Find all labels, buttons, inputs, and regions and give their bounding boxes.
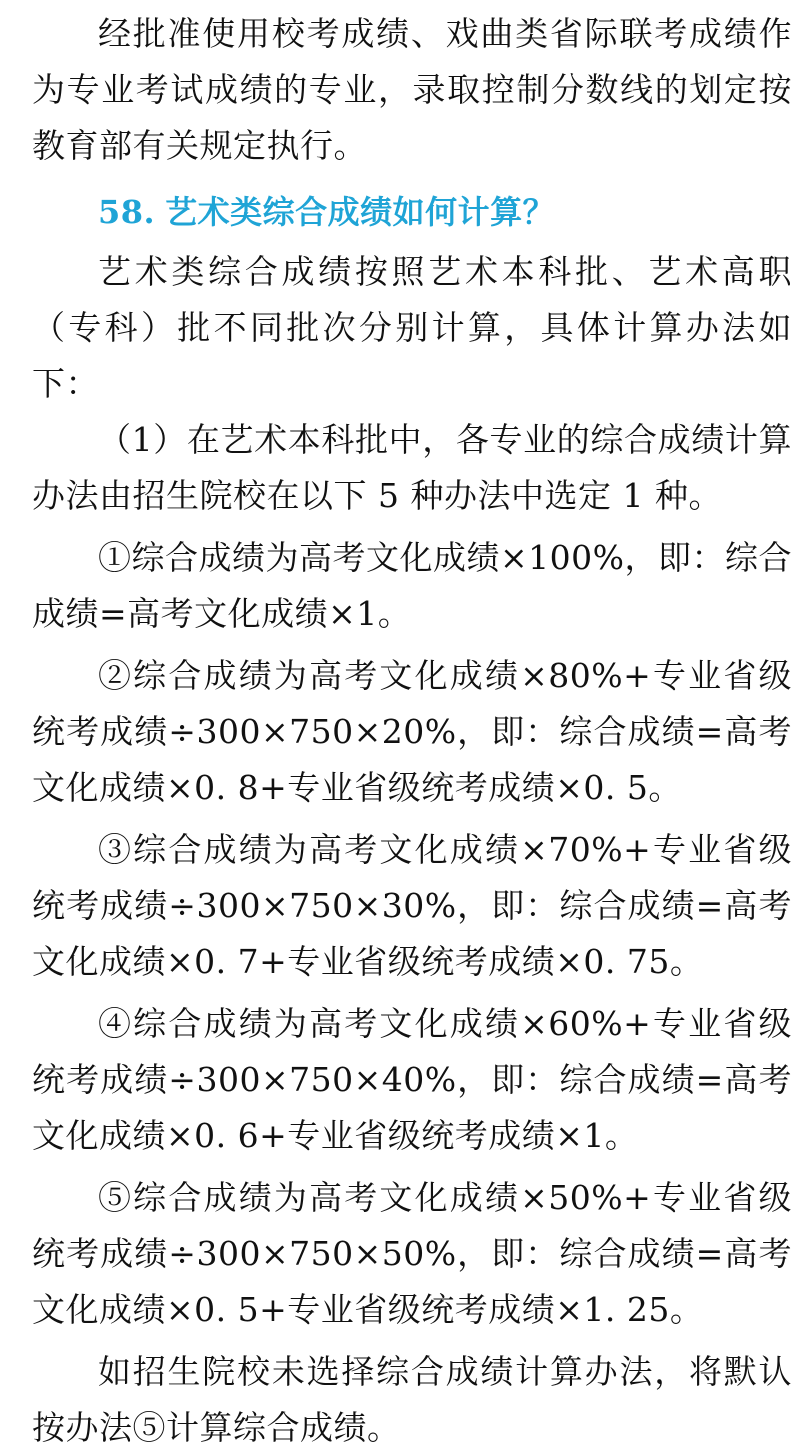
method-3-paragraph: ③综合成绩为高考文化成绩×70%+专业省级统考成绩÷300×750×30%，即：综合成绩=高考文化成绩×0. 7+专业省级统考成绩×0. 75。 (32, 830, 792, 981)
question-title: 艺术类综合成绩如何计算？ (165, 193, 556, 231)
intro-paragraph: 经批准使用校考成绩、戏曲类省际联考成绩作为专业考试成绩的专业，录取控制分数线的划定按教育部有关规定执行。 (32, 14, 792, 165)
method-2-paragraph: ②综合成绩为高考文化成绩×80%+专业省级统考成绩÷300×750×20%，即：综合成绩=高考文化成绩×0. 8+专业省级统考成绩×0. 5。 (32, 656, 792, 807)
method-1-paragraph: ①综合成绩为高考文化成绩×100%，即：综合成绩=高考文化成绩×1。 (32, 538, 792, 633)
question-heading (32, 180, 792, 244)
document-page (32, 6, 792, 1456)
method-overview-paragraph: 艺术类综合成绩按照艺术本科批、艺术高职（专科）批不同批次分别计算，具体计算办法如下： (32, 252, 792, 403)
question-number: 58. (98, 193, 156, 231)
method-4-paragraph: ④综合成绩为高考文化成绩×60%+专业省级统考成绩÷300×750×40%，即：综合成绩=高考文化成绩×0. 6+专业省级统考成绩×1。 (32, 1004, 792, 1155)
method-5-paragraph: ⑤综合成绩为高考文化成绩×50%+专业省级统考成绩÷300×750×50%，即：综合成绩=高考文化成绩×0. 5+专业省级统考成绩×1. 25。 (32, 1178, 792, 1329)
closing-paragraph: 如招生院校未选择综合成绩计算办法，将默认按办法⑤计算综合成绩。 (32, 1352, 792, 1447)
undergrad-batch-paragraph: （1）在艺术本科批中，各专业的综合成绩计算办法由招生院校在以下 5 种办法中选定 1 种。 (32, 420, 792, 515)
